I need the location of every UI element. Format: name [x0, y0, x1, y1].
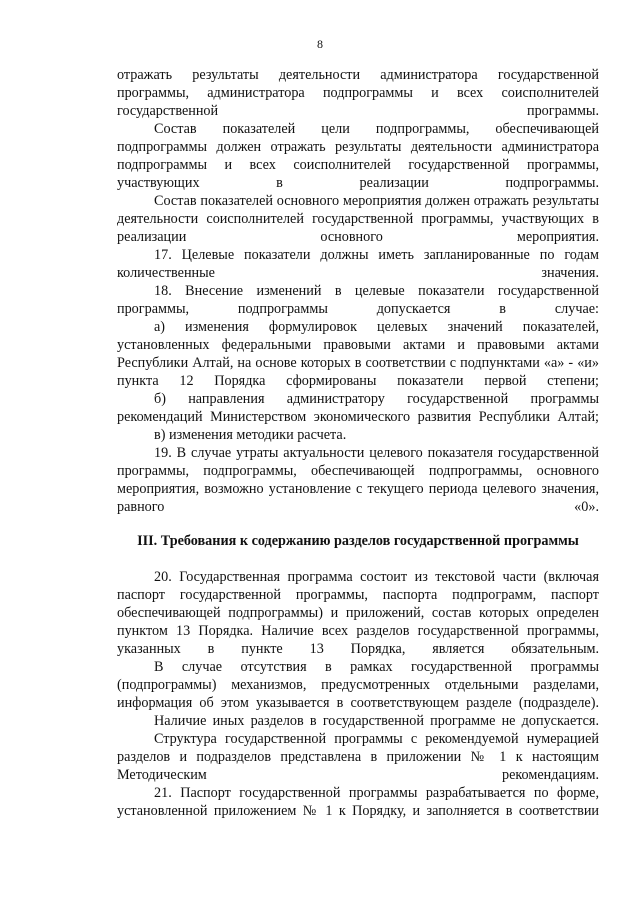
paragraph-absence-mechanisms: В случае отсутствия в рамках государственной программы (подпрограммы) механизмов, предусмотренных отдельными разделами, информация об этом указывается в соответствующем разделе (подразделе). [117, 659, 599, 711]
paragraph-item-18c: в) изменения методики расчета. [154, 427, 347, 443]
section-heading: III. Требования к содержанию разделов государственной программы [137, 533, 579, 549]
paragraph-item-18a: а) изменения формулировок целевых значений показателей, установленных федеральными правовыми актами и правовыми актами Республики Алтай, на основе которых в соответствии с подпунктами «а» - «и» пункта 12 Порядка сформированы показатели первой степени; [117, 319, 599, 389]
paragraph-indicators-main-event: Состав показателей основного мероприятия должен отражать результаты деятельности соисполнителей государственной программы, участвующих в реализации основного мероприятия. [117, 193, 599, 245]
page-number: 8 [317, 37, 323, 51]
paragraph-continuation: отражать результаты деятельности администратора государственной программы, администратора подпрограммы и всех соисполнителей государственной программы. [117, 67, 599, 119]
document-body [117, 66, 599, 820]
paragraph-other-sections: Наличие иных разделов в государственной программе не допускается. [154, 713, 599, 729]
paragraph-item-18b: б) направления администратору государственной программы рекомендаций Министерством экономического развития Республики Алтай; [117, 391, 599, 425]
paragraph-item-17: 17. Целевые показатели должны иметь запланированные по годам количественные значения. [117, 247, 599, 281]
paragraph-structure: Структура государственной программы с рекомендуемой нумерацией разделов и подразделов представлена в приложении № 1 к настоящим Методическим рекомендациям. [117, 731, 599, 783]
paragraph-indicators-subprogram: Состав показателей цели подпрограммы, обеспечивающей подпрограммы должен отражать результаты деятельности администратора подпрограммы и всех соисполнителей государственной программы, участвующих в реализации подпрограммы. [117, 121, 599, 191]
paragraph-item-18: 18. Внесение изменений в целевые показатели государственной программы, подпрограммы допускается в случае: [117, 283, 599, 317]
paragraph-item-19: 19. В случае утраты актуальности целевого показателя государственной программы, подпрограммы, обеспечивающей подпрограммы, основного мероприятия, возможно установление с текущего периода целевого значения, равного «0». [117, 445, 599, 515]
paragraph-item-20: 20. Государственная программа состоит из текстовой части (включая паспорт государственной программы, паспорта подпрограмм, паспорт обеспечивающей подпрограммы) и приложений, состав которых определен пунктом 13 Порядка. Наличие всех разделов государственной программы, указанных в пункте 13 Порядка, является обязательным. [117, 569, 599, 657]
paragraph-item-21: 21. Паспорт государственной программы разрабатывается по форме, установленной приложением № 1 к Порядку, и заполняется в соответствии [117, 785, 599, 819]
